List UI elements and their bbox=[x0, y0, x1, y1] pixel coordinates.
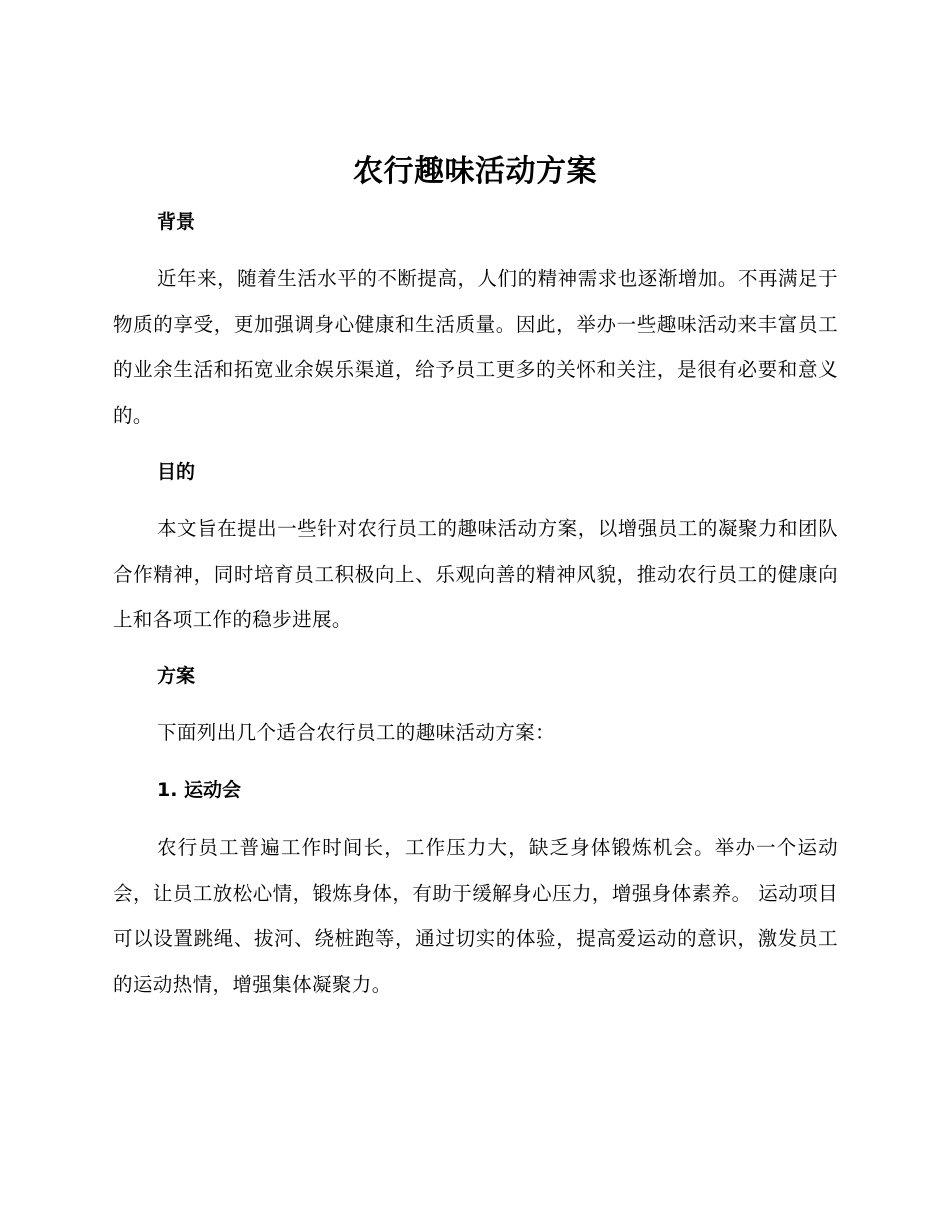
section-paragraph-background: 近年来，随着生活水平的不断提高，人们的精神需求也逐渐增加。不再满足于物质的享受，更加强调身心健康和生活质量。因此，举办一些趣味活动来丰富员工的业余生活和拓宽业余娱乐渠道，给予员工更多的关怀和关注，是很有必要和意义的。 bbox=[113, 267, 838, 427]
section-paragraph-plan: 下面列出几个适合农行员工的趣味活动方案： bbox=[157, 721, 556, 744]
section-paragraph-purpose: 本文旨在提出一些针对农行员工的趣味活动方案，以增强员工的凝聚力和团队合作精神，同时培育员工积极向上、乐观向善的精神风貌，推动农行员工的健康向上和各项工作的稳步进展。 bbox=[113, 517, 838, 631]
page-title: 农行趣味活动方案 bbox=[353, 154, 597, 189]
section-paragraph-sports-meet: 农行员工普遍工作时间长，工作压力大，缺乏身体锻炼机会。举办一个运动会，让员工放松心情，锻炼身体，有助于缓解身心压力，增强身体素养。 运动项目可以设置跳绳、拔河、绕桩跑等，通过切实的体验，提高爱运动的意识，激发员工的运动热情，增强集体凝聚力。 bbox=[113, 836, 838, 996]
section-heading-plan: 方案 bbox=[157, 665, 196, 687]
section-heading-sports-meet: 1. 运动会 bbox=[157, 779, 242, 801]
section-heading-background: 背景 bbox=[157, 211, 196, 233]
section-heading-purpose: 目的 bbox=[157, 461, 196, 483]
